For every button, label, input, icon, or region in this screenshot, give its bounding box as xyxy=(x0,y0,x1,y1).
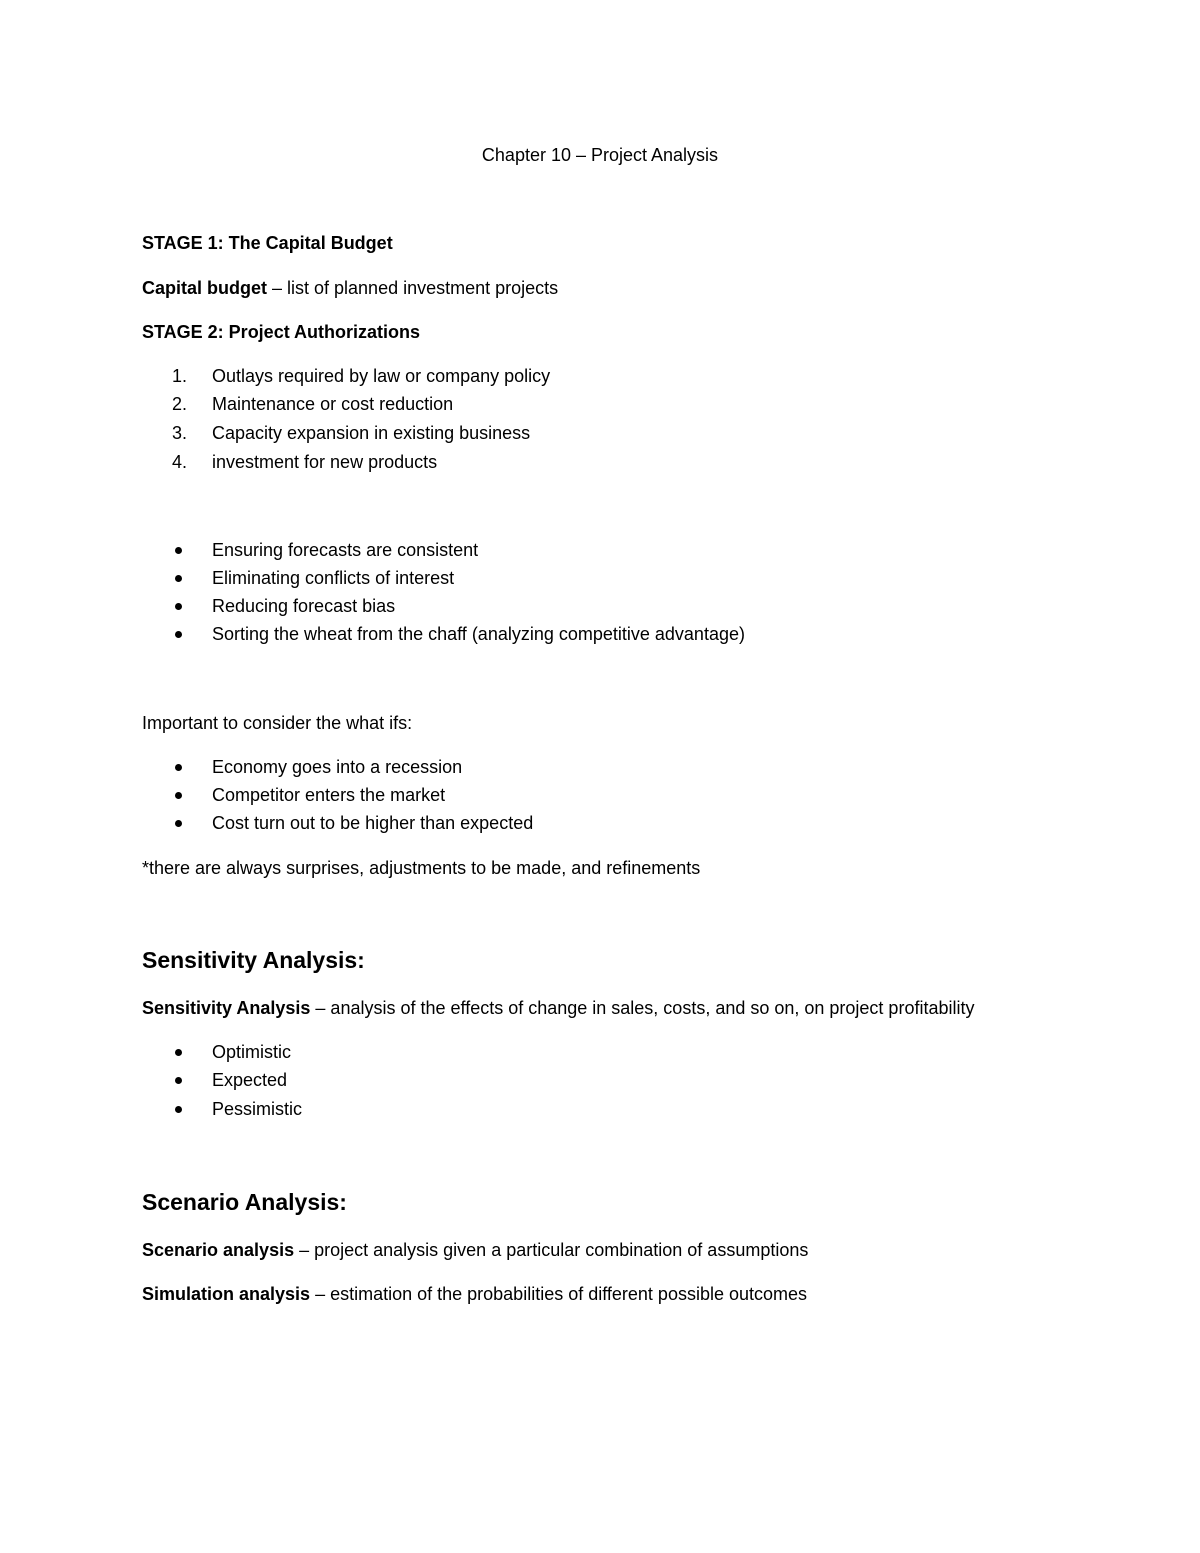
item-number: 2. xyxy=(172,394,188,414)
item-text: investment for new products xyxy=(212,452,438,472)
whatifs-intro: Important to consider the what ifs: xyxy=(142,713,413,733)
bullet-text: Cost turn out to be higher than expected xyxy=(212,813,534,833)
bullet-text: Expected xyxy=(212,1070,288,1090)
bullet-icon xyxy=(175,792,182,799)
bullet-icon xyxy=(175,603,182,610)
bullet-icon xyxy=(175,575,182,582)
item-text: Maintenance or cost reduction xyxy=(212,394,454,414)
item-text: Capacity expansion in existing business xyxy=(212,423,531,443)
item-number: 3. xyxy=(172,423,188,443)
bullet-icon xyxy=(175,547,182,554)
bullet-icon xyxy=(175,1106,182,1113)
bullet-icon xyxy=(175,764,182,771)
bullet-text: Competitor enters the market xyxy=(212,785,446,805)
bullet-text: Pessimistic xyxy=(212,1099,303,1119)
capital-budget-text: – list of planned investment projects xyxy=(267,278,559,298)
capital-budget-term: Capital budget xyxy=(142,278,267,298)
capital-budget-definition xyxy=(142,276,558,300)
bullet-text: Optimistic xyxy=(212,1042,292,1062)
document-title: Chapter 10 – Project Analysis xyxy=(481,145,719,165)
scenario-text: – project analysis given a particular combination of assumptions xyxy=(294,1240,809,1260)
bullet-icon xyxy=(175,1077,182,1084)
bullet-text: Sorting the wheat from the chaff (analyzing competitive advantage) xyxy=(212,624,745,644)
simulation-definition xyxy=(142,1282,807,1306)
sensitivity-heading: Sensitivity Analysis: xyxy=(142,947,365,973)
scenario-heading: Scenario Analysis: xyxy=(142,1189,347,1215)
stage1-heading: STAGE 1: The Capital Budget xyxy=(142,233,393,253)
scenario-term: Scenario analysis xyxy=(142,1240,295,1260)
bullet-text: Ensuring forecasts are consistent xyxy=(212,540,479,560)
stage2-heading: STAGE 2: Project Authorizations xyxy=(142,322,421,342)
item-number: 4. xyxy=(172,452,188,472)
whatifs-note: *there are always surprises, adjustments to be made, and refinements xyxy=(142,858,701,878)
sensitivity-text: – analysis of the effects of change in sales, costs, and so on, on project profitability xyxy=(310,998,975,1018)
bullet-text: Reducing forecast bias xyxy=(212,596,396,616)
bullet-text: Economy goes into a recession xyxy=(212,757,463,777)
simulation-term: Simulation analysis xyxy=(142,1284,311,1304)
bullet-icon xyxy=(175,820,182,827)
item-number: 1. xyxy=(172,366,188,386)
sensitivity-term: Sensitivity Analysis xyxy=(142,998,311,1018)
simulation-text: – estimation of the probabilities of different possible outcomes xyxy=(310,1284,808,1304)
scenario-definition xyxy=(142,1238,808,1262)
item-text: Outlays required by law or company policy xyxy=(212,366,551,386)
bullet-icon xyxy=(175,1049,182,1056)
bullet-text: Eliminating conflicts of interest xyxy=(212,568,455,588)
bullet-icon xyxy=(175,631,182,638)
sensitivity-definition xyxy=(142,996,974,1020)
